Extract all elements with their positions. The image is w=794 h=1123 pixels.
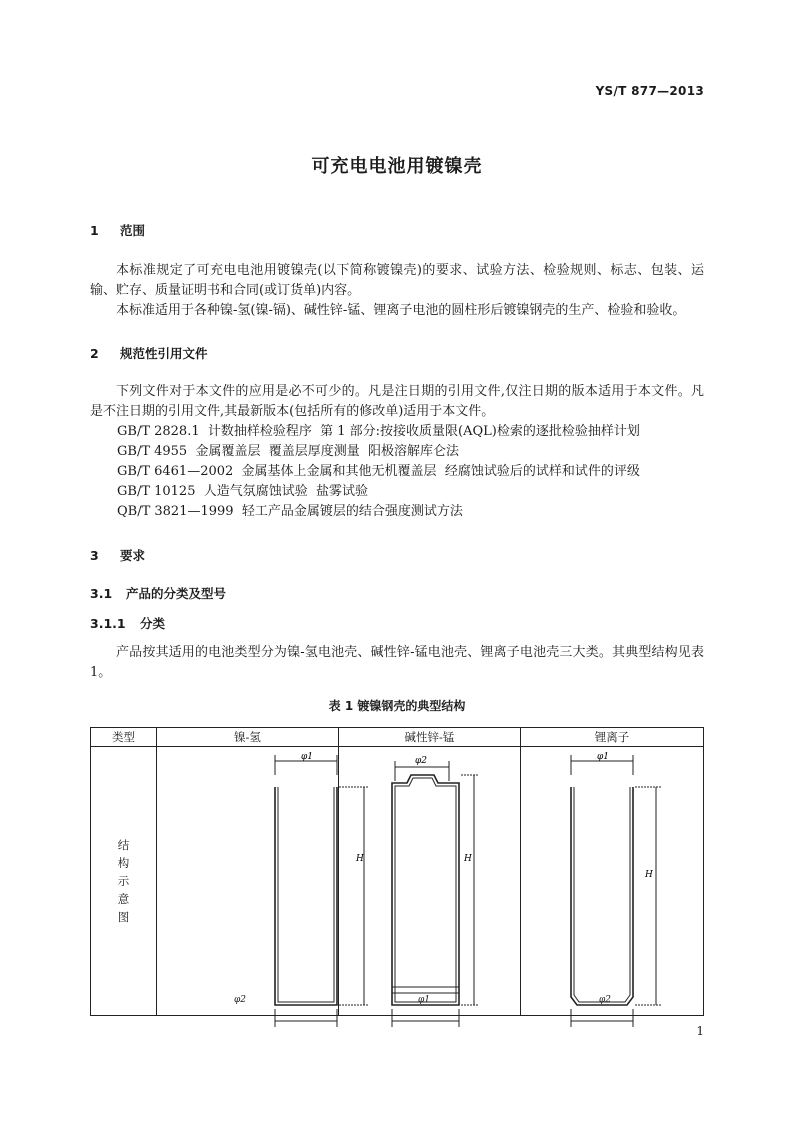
reference-item: GB/T 6461—2002 金属基体上金属和其他无机覆盖层 经腐蚀试验后的试样和试件的评级 <box>117 464 640 479</box>
reference-item: GB/T 2828.1 计数抽样检验程序 第 1 部分:按接收质量限(AQL)检索的逐批检验抽样计划 <box>117 424 640 439</box>
col-header-type: 类型 <box>91 728 157 747</box>
dim-label-height: H <box>645 870 653 880</box>
nimh-can-diagram <box>157 747 364 1015</box>
row-label-char: 构 <box>117 856 130 870</box>
structure-table <box>90 727 704 1016</box>
row-label <box>91 836 156 926</box>
section-title: 分类 <box>140 616 166 631</box>
nimh-diagram-cell <box>157 747 364 1016</box>
section-1-heading <box>90 221 145 239</box>
row-label-char: 图 <box>117 910 130 924</box>
reference-item: GB/T 10125 人造气氛腐蚀试验 盐雾试验 <box>117 484 369 499</box>
section-number: 1 <box>90 223 99 238</box>
paragraph: 本标准规定了可充电电池用镀镍壳(以下简称镀镍壳)的要求、试验方法、检验规则、标志、包装、运输、贮存、质量证明书和合同(或订货单)内容。 <box>90 263 704 298</box>
reference-item: QB/T 3821—1999 轻工产品金属镀层的结合强度测试方法 <box>117 504 463 519</box>
col-header-alkaline: 碱性锌-锰 <box>339 728 521 747</box>
section-3-heading <box>90 546 145 564</box>
row-label-char: 结 <box>117 838 130 852</box>
dim-label-phi: φ2 <box>234 995 247 1005</box>
dim-label-height: H <box>356 854 364 864</box>
paragraph: 下列文件对于本文件的应用是必不可少的。凡是注日期的引用文件,仅注日期的版本适用于本文件。凡是不注日期的引用文件,其最新版本(包括所有的修改单)适用于本文件。 <box>90 384 704 419</box>
col-header-nimh: 镍-氢 <box>157 728 339 747</box>
dim-label-phi: φ1 <box>597 752 610 762</box>
row-label-char: 意 <box>117 892 130 906</box>
section-3-1-1-heading <box>90 614 165 632</box>
row-label-char: 示 <box>117 874 130 888</box>
col-header-li-ion: 锂离子 <box>521 728 704 747</box>
section-title: 要求 <box>120 548 146 563</box>
dim-label-phi: φ1 <box>301 752 314 762</box>
section-number: 3.1.1 <box>90 616 126 631</box>
dim-label-phi: φ2 <box>415 756 428 766</box>
row-label-cell <box>91 747 157 1016</box>
section-number: 2 <box>90 346 99 361</box>
section-number: 3 <box>90 548 99 563</box>
page-number: 1 <box>696 1024 704 1038</box>
standard-number: YS/T 877—2013 <box>595 84 704 98</box>
dim-label-height: H <box>464 854 472 864</box>
section-title: 产品的分类及型号 <box>126 586 227 601</box>
dim-label-phi: φ1 <box>418 995 431 1005</box>
section-title: 规范性引用文件 <box>120 346 208 361</box>
section-3-1-heading <box>90 584 226 602</box>
paragraph: 产品按其适用的电池类型分为镍-氢电池壳、碱性锌-锰电池壳、锂离子电池壳三大类。其典型结构见表 1。 <box>90 645 704 680</box>
li-ion-can-diagram <box>521 747 703 1015</box>
paragraph: 本标准适用于各种镍-氢(镍-镉)、碱性锌-锰、锂离子电池的圆柱形后镀镍钢壳的生产、检验和验收。 <box>116 303 686 318</box>
table-caption: 表 1 镀镍钢壳的典型结构 <box>328 699 466 713</box>
dim-label-phi: φ2 <box>599 995 612 1005</box>
section-2-heading <box>90 344 208 362</box>
li-ion-diagram-cell <box>521 747 704 1016</box>
reference-item: GB/T 4955 金属覆盖层 覆盖层厚度测量 阳极溶解库仑法 <box>117 444 459 459</box>
section-number: 3.1 <box>90 586 113 601</box>
alkaline-diagram-cell <box>339 747 521 1016</box>
section-title: 范围 <box>120 223 146 238</box>
document-title: 可充电电池用镀镍壳 <box>311 156 483 177</box>
